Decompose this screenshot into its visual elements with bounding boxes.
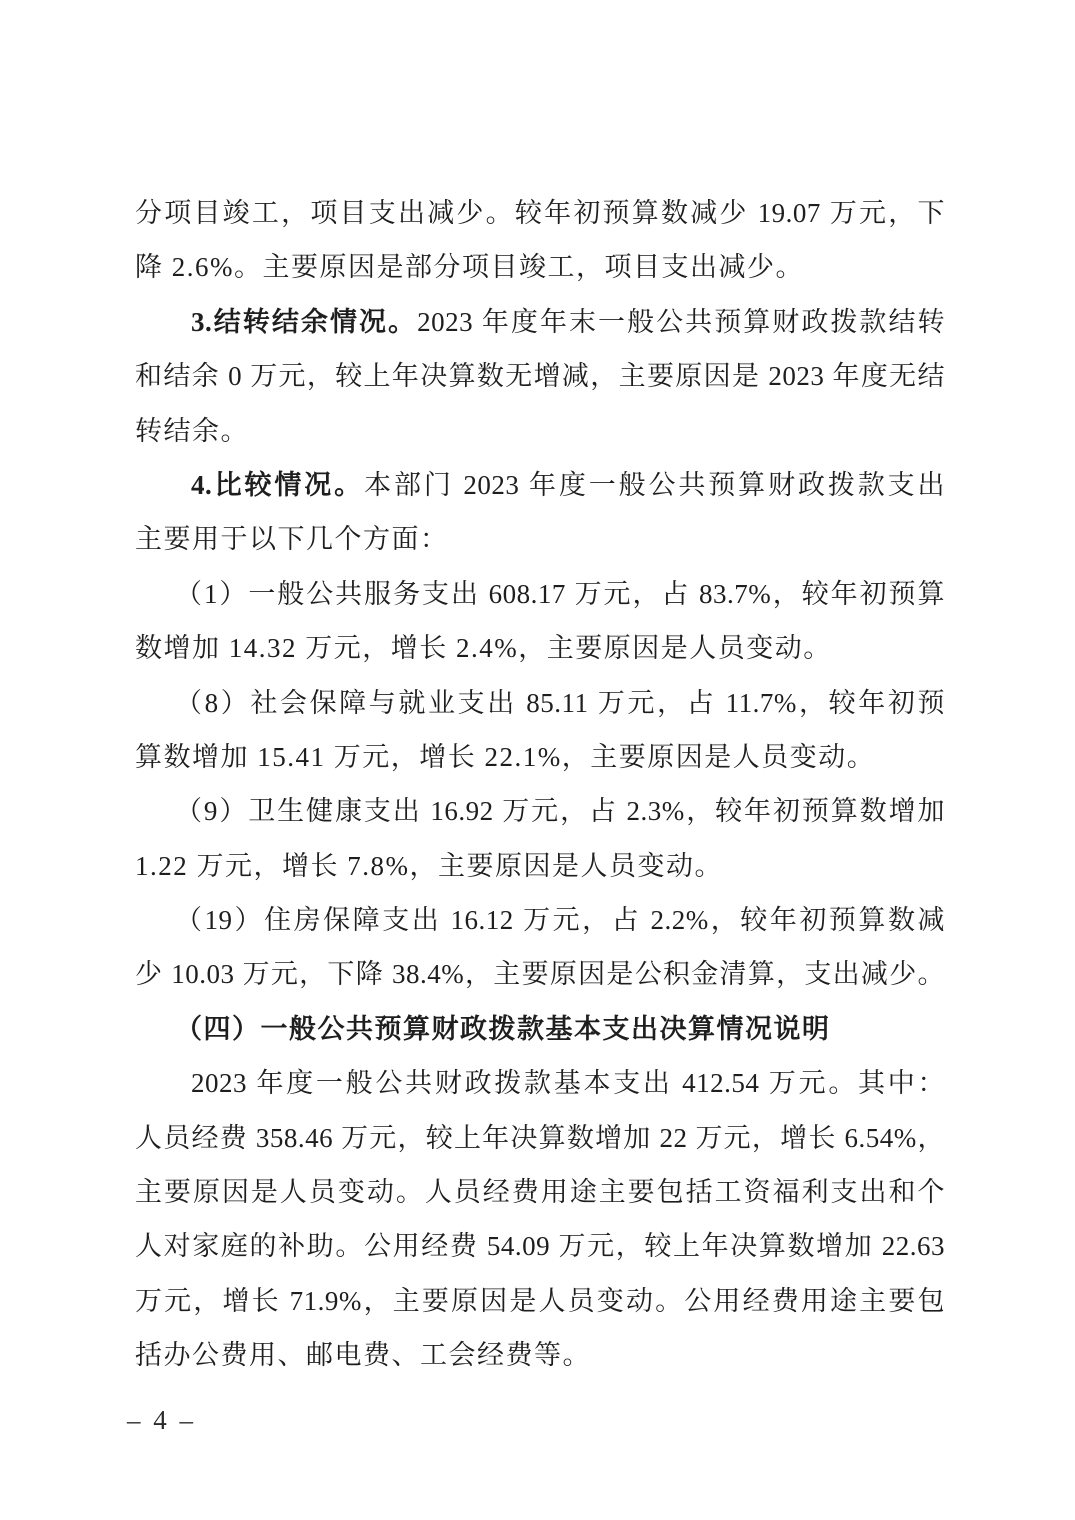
- body-text: 2023 年度一般公共财政拨款基本支出 412.54 万元。其中：: [191, 1068, 945, 1099]
- text-line: [135, 1111, 945, 1165]
- text-line: [135, 621, 945, 675]
- body-text: 括办公费用、邮电费、工会经费等。: [135, 1340, 591, 1371]
- body-text: （1）一般公共服务支出 608.17 万元，占 83.7%，较年初预算: [175, 578, 945, 609]
- text-line: [135, 349, 945, 403]
- bold-text: 4.比较情况。: [191, 469, 365, 500]
- text-line: [135, 240, 945, 294]
- body-text: 人对家庭的补助。公用经费 54.09 万元，较上年决算数增加 22.63: [135, 1231, 945, 1262]
- page-number: – 4 –: [127, 1405, 196, 1435]
- body-text: 和结余 0 万元，较上年决算数无增减，主要原因是 2023 年度无结: [135, 361, 945, 392]
- text-line: [135, 458, 945, 512]
- para-social-security-employment: [135, 676, 945, 785]
- text-line: [135, 1165, 945, 1219]
- bold-text: （四）一般公共预算财政拨款基本支出决算情况说明: [175, 1013, 831, 1044]
- body-text: 万元，增长 71.9%，主要原因是人员变动。公用经费用途主要包: [135, 1285, 945, 1316]
- body-text: 本部门 2023 年度一般公共预算财政拨款支出: [364, 469, 945, 500]
- body-text: 数增加 14.32 万元，增长 2.4%，主要原因是人员变动。: [135, 633, 832, 664]
- body-text: 少 10.03 万元，下降 38.4%，主要原因是公积金清算，支出减少。: [135, 959, 945, 990]
- para-basic-expenditure-details: [135, 1056, 945, 1382]
- text-line: [135, 676, 945, 730]
- body-text: 人员经费 358.46 万元，较上年决算数增加 22 万元，增长 6.54%，: [135, 1122, 945, 1153]
- para-general-public-services: [135, 567, 945, 676]
- body-text: 主要原因是人员变动。人员经费用途主要包括工资福利支出和个: [135, 1177, 945, 1208]
- text-line: [135, 512, 945, 566]
- body-text: 1.22 万元，增长 7.8%，主要原因是人员变动。: [135, 850, 723, 881]
- body-text: （8）社会保障与就业支出 85.11 万元，占 11.7%，较年初预: [175, 687, 945, 718]
- text-line: [135, 1328, 945, 1382]
- body-text: 算数增加 15.41 万元，增长 22.1%，主要原因是人员变动。: [135, 741, 876, 772]
- text-line: [135, 947, 945, 1001]
- text-line: [135, 1056, 945, 1110]
- para-health: [135, 784, 945, 893]
- text-line: [135, 186, 945, 240]
- text-line: [135, 1219, 945, 1273]
- para-carryover-balance: [135, 295, 945, 458]
- body-text: 分项目竣工，项目支出减少。较年初预算数减少 19.07 万元，下: [135, 198, 945, 228]
- text-line: [135, 730, 945, 784]
- text-line: [135, 295, 945, 349]
- text-line: [135, 839, 945, 893]
- body-text: 主要用于以下几个方面：: [135, 524, 449, 555]
- bold-text: 3.结转结余情况。: [191, 306, 418, 337]
- para-comparison-overview: [135, 458, 945, 567]
- body-text: （19）住房保障支出 16.12 万元，占 2.2%，较年初预算数减: [175, 905, 945, 936]
- text-line: [135, 1274, 945, 1328]
- text-line: [135, 567, 945, 621]
- para-housing-security: [135, 893, 945, 1002]
- text-line: [135, 893, 945, 947]
- heading-basic-expenditure-statement: [135, 1002, 945, 1056]
- document-body: [135, 186, 945, 1383]
- body-text: 2023 年度年末一般公共预算财政拨款结转: [417, 306, 945, 337]
- body-text: （9）卫生健康支出 16.92 万元，占 2.3%，较年初预算数增加: [175, 796, 945, 827]
- para-project-expenditure-reduction: [135, 186, 945, 295]
- body-text: 转结余。: [135, 415, 249, 446]
- text-line: [135, 784, 945, 838]
- text-line: [135, 404, 945, 458]
- text-line: [135, 1002, 945, 1056]
- body-text: 降 2.6%。主要原因是部分项目竣工，项目支出减少。: [135, 252, 804, 283]
